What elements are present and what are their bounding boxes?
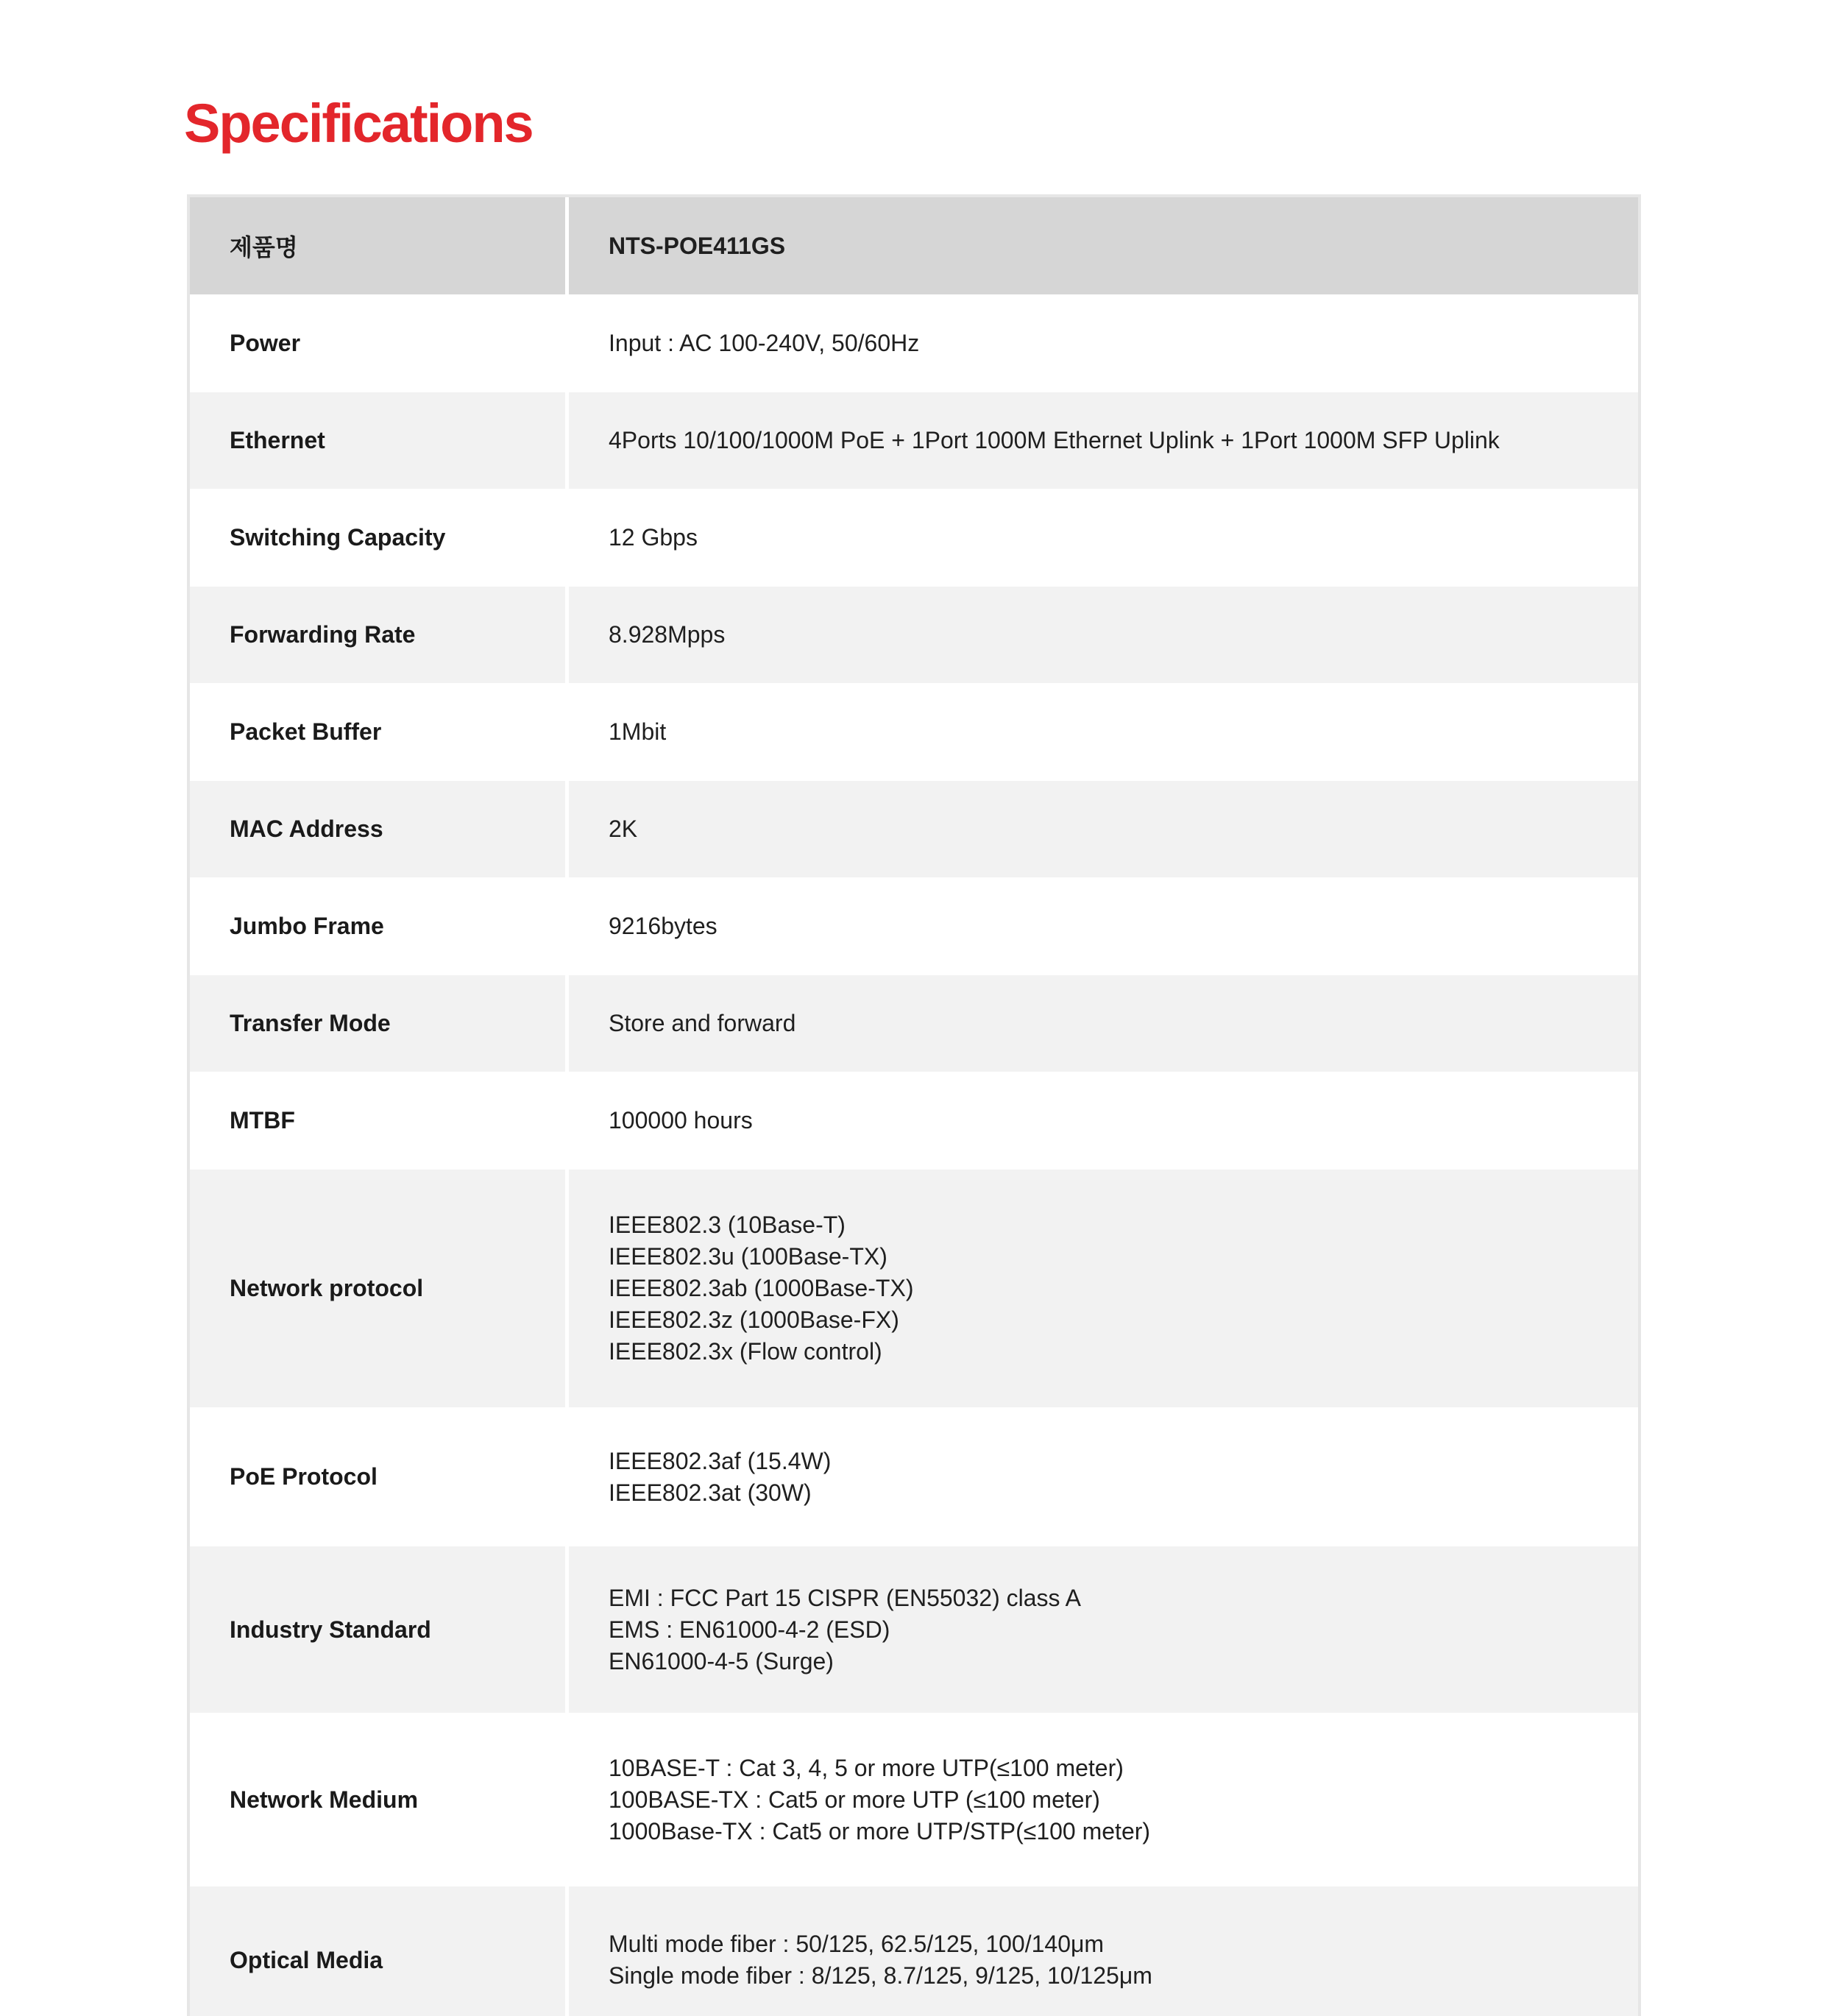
row-value bbox=[565, 1886, 1638, 2016]
value-line: 8.928Mpps bbox=[609, 621, 726, 648]
value-line: Store and forward bbox=[609, 1010, 796, 1036]
header-label: 제품명 bbox=[230, 234, 298, 261]
value-line: EN61000-4-5 (Surge) bbox=[609, 1647, 834, 1674]
row-label: Ethernet bbox=[230, 427, 325, 453]
row-label: MAC Address bbox=[230, 816, 383, 842]
value-line: Input : AC 100-240V, 50/60Hz bbox=[609, 330, 920, 356]
table-row bbox=[190, 1072, 1638, 1170]
value-line: 9216bytes bbox=[609, 913, 717, 939]
value-line: IEEE802.3af (15.4W) bbox=[609, 1447, 832, 1474]
row-value bbox=[565, 877, 1638, 975]
table-row bbox=[190, 1407, 1638, 1546]
table-row bbox=[190, 781, 1638, 877]
row-label: Switching Capacity bbox=[230, 524, 446, 551]
value-line: EMS : EN61000-4-2 (ESD) bbox=[609, 1616, 890, 1643]
row-value bbox=[565, 781, 1638, 877]
row-value bbox=[565, 975, 1638, 1072]
value-line: IEEE802.3ab (1000Base-TX) bbox=[609, 1275, 914, 1301]
value-line: 1Mbit bbox=[609, 718, 667, 745]
row-label: Jumbo Frame bbox=[230, 913, 384, 939]
table-row bbox=[190, 1886, 1638, 2016]
table-row bbox=[190, 294, 1638, 392]
spec-table bbox=[187, 194, 1641, 2016]
value-line: EMI : FCC Part 15 CISPR (EN55032) class A bbox=[609, 1584, 1081, 1611]
row-label: PoE Protocol bbox=[230, 1463, 378, 1490]
value-line: Single mode fiber : 8/125, 8.7/125, 9/125, 10/125μm bbox=[609, 1962, 1152, 1989]
table-row bbox=[190, 975, 1638, 1072]
row-label: Optical Media bbox=[230, 1946, 383, 1973]
value-line: Multi mode fiber : 50/125, 62.5/125, 100/140μm bbox=[609, 1931, 1105, 1957]
value-line: IEEE802.3at (30W) bbox=[609, 1479, 812, 1506]
value-line: IEEE802.3u (100Base-TX) bbox=[609, 1243, 887, 1270]
value-line: 1000Base-TX : Cat5 or more UTP/STP(≤100 meter) bbox=[609, 1817, 1151, 1845]
row-value bbox=[565, 1072, 1638, 1170]
table-row bbox=[190, 1170, 1638, 1407]
value-line: 100000 hours bbox=[609, 1107, 753, 1133]
row-label: Network Medium bbox=[230, 1786, 419, 1813]
row-label: Network protocol bbox=[230, 1275, 424, 1301]
row-value bbox=[565, 587, 1638, 683]
value-line: 100BASE-TX : Cat5 or more UTP (≤100 meter) bbox=[609, 1786, 1100, 1813]
value-line: 12 Gbps bbox=[609, 524, 698, 551]
table-header-row bbox=[190, 197, 1638, 294]
value-line: 2K bbox=[609, 816, 638, 842]
row-value bbox=[565, 1407, 1638, 1546]
page-title: Specifications bbox=[184, 93, 533, 154]
row-label: Packet Buffer bbox=[230, 718, 382, 745]
table-row bbox=[190, 683, 1638, 781]
table-row bbox=[190, 1713, 1638, 1886]
row-label: Industry Standard bbox=[230, 1616, 431, 1643]
row-label: Transfer Mode bbox=[230, 1010, 391, 1036]
header-value: NTS-POE411GS bbox=[565, 197, 1638, 294]
row-value bbox=[565, 1713, 1638, 1886]
row-label: Power bbox=[230, 330, 301, 356]
row-value bbox=[565, 294, 1638, 392]
table-row bbox=[190, 489, 1638, 587]
table-row bbox=[190, 877, 1638, 975]
row-label: Forwarding Rate bbox=[230, 621, 416, 648]
value-line: IEEE802.3x (Flow control) bbox=[609, 1338, 882, 1365]
row-value bbox=[565, 1170, 1638, 1407]
table-row bbox=[190, 392, 1638, 489]
value-line: 10BASE-T : Cat 3, 4, 5 or more UTP(≤100 meter) bbox=[609, 1754, 1124, 1781]
value-line: 4Ports 10/100/1000M PoE + 1Port 1000M Ethernet Uplink + 1Port 1000M SFP Uplink bbox=[609, 427, 1500, 453]
row-label: MTBF bbox=[230, 1107, 295, 1133]
value-line: IEEE802.3z (1000Base-FX) bbox=[609, 1306, 899, 1333]
value-line: IEEE802.3 (10Base-T) bbox=[609, 1212, 846, 1238]
row-value bbox=[565, 489, 1638, 587]
row-value bbox=[565, 683, 1638, 781]
row-value bbox=[565, 392, 1638, 489]
table-row bbox=[190, 1546, 1638, 1713]
row-value bbox=[565, 1546, 1638, 1713]
table-row bbox=[190, 587, 1638, 683]
